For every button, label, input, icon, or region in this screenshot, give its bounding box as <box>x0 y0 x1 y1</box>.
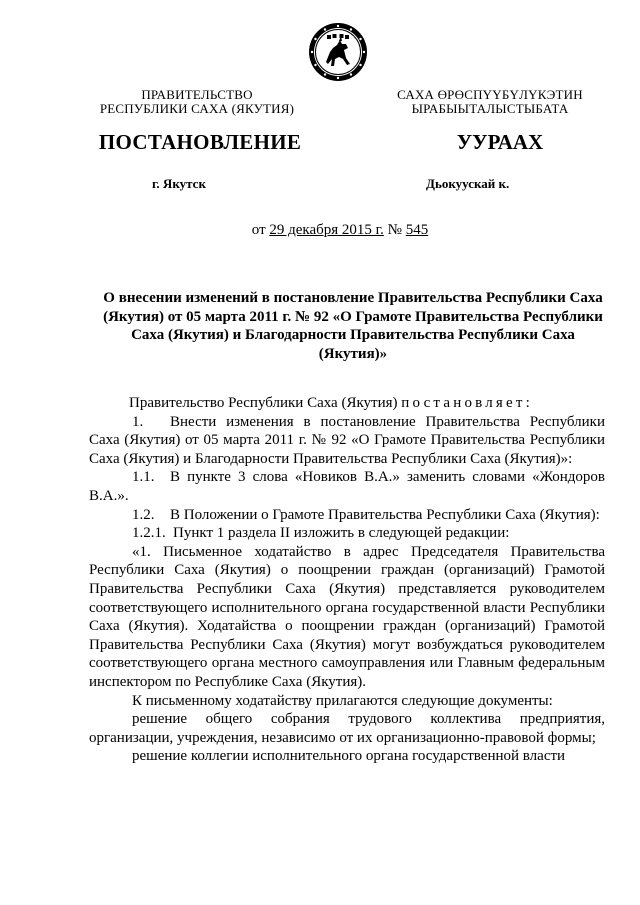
document-date-number <box>0 222 640 239</box>
number-prefix: № <box>387 222 402 238</box>
quoted-paragraph-1: «1. Письменное ходатайство в адрес Председателя Правительства Республики Саха (Якутия) о поощрении граждан (организаций) Грамотой Правительства Республики Саха (Якутия) представляется руководителем соответствующего исполнительного органа государственной власти Республики Саха (Якутия). Ходатайства о поощрении граждан (организаций) Грамотой Правительства Республики Саха (Якутия) могут возбуждаться руководителем соответствующего органа местного самоуправления или Главным федеральным инспектором по Республике Саха (Якутия). <box>89 543 605 690</box>
document-title: О внесении изменений в постановление Правительства Республики Саха (Якутия) от 05 марта 2011 г. № 92 «О Грамоте Правительства Республики Саха (Якутия) и Благодарности Правительства Республики Саха (Якутия)» <box>103 290 603 362</box>
clause-1-number: 1. <box>132 413 144 430</box>
city-yakut: Дьокуускай к. <box>426 176 510 191</box>
preamble-verb: постановляет: <box>401 395 533 411</box>
document-date: 29 декабря 2015 г. <box>269 222 384 238</box>
clause-1 <box>89 413 605 469</box>
clause-1-2-1-text: Пункт 1 раздела II изложить в следующей редакции: <box>173 525 510 542</box>
preamble-text: Правительство Республики Саха (Якутия) <box>129 395 398 411</box>
clause-1-2-1 <box>89 524 605 543</box>
coat-of-arms-emblem-icon <box>308 22 368 82</box>
clause-1-1 <box>89 468 605 505</box>
document-type-russian: ПОСТАНОВЛЕНИЕ <box>98 130 302 154</box>
quoted-paragraph-3: решение общего собрания трудового коллектива предприятия, организации, учреждения, независимо от их организационно-правовой формы; <box>89 711 605 746</box>
clause-1-2-number: 1.2. <box>132 506 155 523</box>
document-body <box>89 394 605 766</box>
clause-1-2 <box>89 506 605 525</box>
document-number: 545 <box>405 222 429 238</box>
quoted-paragraph-2: К письменному ходатайству прилагаются следующие документы: <box>132 692 553 709</box>
city-russian: г. Якутск <box>152 176 206 191</box>
issuer-line-1-yakut: САХА ӨРӨСПҮҮБҮЛҮКЭТИН <box>397 87 583 102</box>
issuer-name-russian <box>92 88 302 116</box>
issuer-line-1: ПРАВИТЕЛЬСТВО <box>141 87 253 102</box>
quoted-paragraph-4: решение коллегии исполнительного органа государственной власти <box>132 748 566 765</box>
clause-1-text: Внести изменения в постановление Правительства Республики Саха (Якутия) от 05 марта 2011 г. № 92 «О Грамоте Правительства Республики Саха (Якутия) и Благодарности Правительства Республики Саха (Якутия)»: <box>89 413 605 467</box>
clause-1-2-1-number: 1.2.1. <box>132 525 166 542</box>
clause-1-2-text: В Положении о Грамоте Правительства Республики Саха (Якутия): <box>170 506 600 523</box>
issuer-name-yakut <box>376 88 604 116</box>
issuer-line-2: РЕСПУБЛИКИ САХА (ЯКУТИЯ) <box>99 101 295 116</box>
clause-1-1-number: 1.1. <box>132 469 155 486</box>
date-prefix: от <box>251 222 266 238</box>
clause-1-1-text: В пункте 3 слова «Новиков В.А.» заменить словами «Жондоров В.А.». <box>89 469 605 504</box>
document-type-yakut: УУРААХ <box>456 130 544 154</box>
issuer-line-2-yakut: ЫРАБЫЫТАЛЫСТЫБАТА <box>411 101 569 116</box>
preamble <box>89 394 605 413</box>
